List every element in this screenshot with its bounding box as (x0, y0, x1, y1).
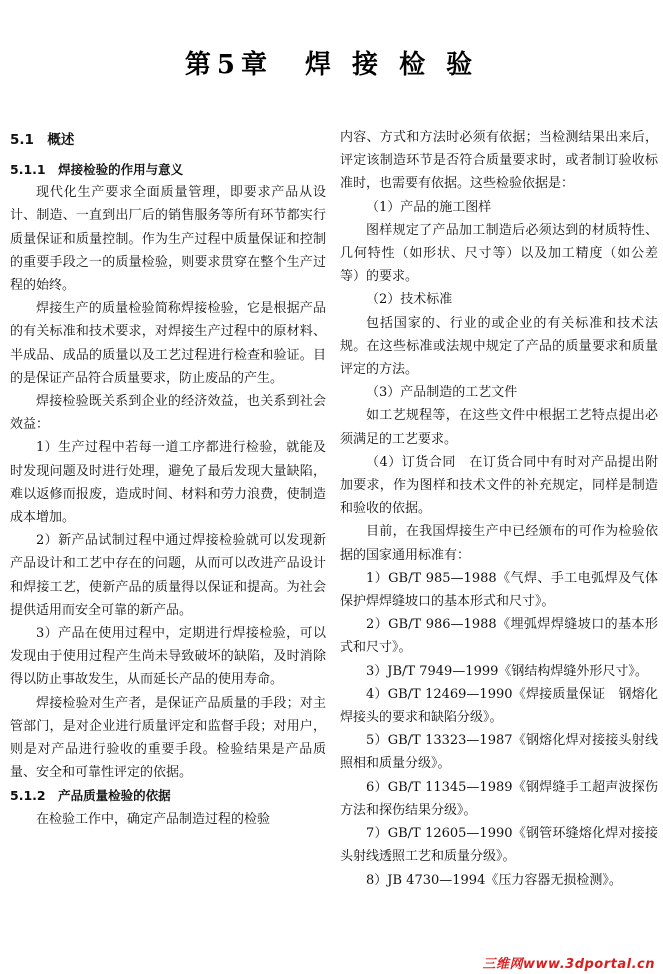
paragraph: 2）新产品试制过程中通过焊接检验就可以发现新产品设计和工艺中存在的问题，从而可以改进产品设计和焊接工艺，使新产品的质量得以保证和提高。为社会提供适用而安全可靠的新产品。 (10, 533, 326, 618)
paragraph: 1）生产过程中若每一道工序都进行检验，就能及时发现问题及时进行处理，避免了最后发现大量缺陷，难以返修而报废，造成时间、材料和劳力浪费，使制造成本增加。 (10, 440, 326, 526)
watermark-text: 三维网www.3dportal.cn (482, 957, 655, 972)
basis-title: （1）产品的施工图样 (366, 199, 492, 215)
paragraph: 焊接检验既关系到企业的经济效益，也关系到社会效益： (10, 394, 326, 433)
standard-item: 3）JB/T 7949—1999《钢结构焊缝外形尺寸》。 (366, 663, 648, 679)
standard-item: 7）GB/T 12605—1990《钢管环缝熔化焊对接接头射线透照工艺和质量分级》。 (340, 826, 658, 865)
standards-intro: 目前，在我国焊接生产中已经颁布的可作为检验依据的国家通用标准有： (340, 524, 658, 563)
standard-item: 6）GB/T 11345—1989《钢焊缝手工超声波探伤方法和探伤结果分级》。 (340, 779, 658, 818)
standard-item: 8）JB 4730—1994《压力容器无损检测》。 (366, 872, 622, 888)
section-heading-5-1: 5.1 概述 (10, 132, 75, 148)
paragraph: 现代化生产要求全面质量管理，即要求产品从设计、制造、一直到出厂后的销售服务等所有环节都实行质量保证和质量控制。作为生产过程中质量保证和控制的重要手段之一的质量检验，则要求贯穿在整个生产过程的始终。 (10, 185, 326, 294)
paragraph-continuation: 内容、方式和方法时必须有依据；当检测结果出来后，评定该制造环节是否符合质量要求时，或者制订验收标准时，也需要有依据。这些检验依据是： (340, 130, 658, 192)
paragraph: 在检验工作中，确定产品制造过程的检验 (36, 811, 271, 827)
basis-title: （3）产品制造的工艺文件 (366, 385, 518, 401)
basis-title: （2）技术标准 (366, 292, 453, 308)
section-heading-5-1-2: 5.1.2 产品质量检验的依据 (10, 788, 171, 804)
standard-item: 4）GB/T 12469—1990《焊接质量保证 钢熔化焊接头的要求和缺陷分级》。 (340, 686, 658, 726)
section-heading-5-1-1: 5.1.1 焊接检验的作用与意义 (10, 162, 184, 177)
basis-title: （4）订货合同 (366, 454, 456, 470)
basis-text: 如工艺规程等，在这些文件中根据工艺特点提出必须满足的工艺要求。 (340, 408, 658, 447)
basis-text: 在订货合同中有时对产品提出附加要求，作为图样和技术文件的补充规定，同样是制造和验收的依据。 (340, 454, 658, 517)
paragraph: 焊接检验对生产者，是保证产品质量的手段；对主管部门，是对企业进行质量评定和监督手段；对用户，则是对产品进行验收的重要手段。检验结果是产品质量、安全和可靠性评定的依据。 (10, 695, 326, 781)
standard-item: 1）GB/T 985—1988《气焊、手工电弧焊及气体保护焊焊缝坡口的基本形式和尺寸》。 (340, 570, 658, 610)
left-column (10, 126, 326, 831)
standard-item: 5）GB/T 13323—1987《钢熔化焊对接接头射线照相和质量分级》。 (340, 733, 658, 772)
basis-item-with-text (340, 451, 658, 521)
right-column (340, 126, 658, 892)
chapter-title: 第5章 焊 接 检 验 (184, 50, 479, 80)
standard-item: 2）GB/T 986—1988《埋弧焊焊缝坡口的基本形式和尺寸》。 (340, 617, 658, 656)
basis-text: 图样规定了产品加工制造后必须达到的材质特性、几何特性（如形状、尺寸等）以及加工精度（如公差等）的要求。 (340, 222, 658, 285)
paragraph: 焊接生产的质量检验简称焊接检验，它是根据产品的有关标准和技术要求，对焊接生产过程中的原材料、半成品、成品的质量以及工艺过程进行检查和验证。目的是保证产品符合质量要求，防止废品的产生。 (10, 301, 326, 386)
basis-text: 包括国家的、行业的或企业的有关标准和技术法规。在这些标准或法规中规定了产品的质量要求和质量评定的方法。 (340, 315, 658, 378)
paragraph: 3）产品在使用过程中，定期进行焊接检验，可以发现由于使用过程产生尚未导致破坏的缺陷，及时消除得以防止事故发生，从而延长产品的使用寿命。 (10, 626, 326, 688)
